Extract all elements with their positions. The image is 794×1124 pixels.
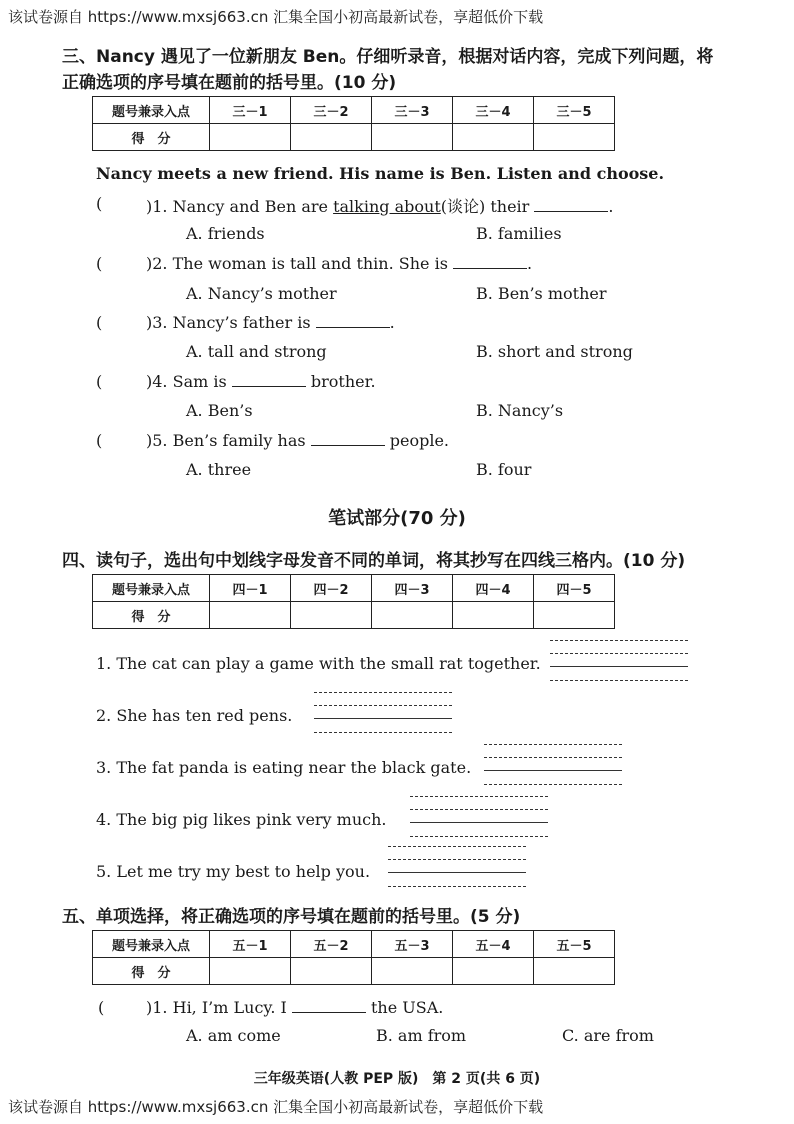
page-footer: 三年级英语(人教 PEP 版) 第 2 页(共 6 页) bbox=[253, 1071, 541, 1087]
table-col-header: 四－4 bbox=[453, 575, 534, 602]
score-cell[interactable] bbox=[291, 124, 372, 151]
sentence-5: 5. Let me try my best to help you. bbox=[96, 862, 371, 881]
sentence-1: 1. The cat can play a game with the small rat together. bbox=[96, 654, 541, 673]
four-line-grid-4[interactable] bbox=[410, 796, 548, 838]
question-line: )1. Nancy and Ben are talking about(谈论) their . bbox=[146, 197, 614, 216]
score-cell[interactable] bbox=[453, 958, 534, 985]
answer-bracket[interactable]: ( bbox=[96, 254, 103, 273]
table-col-header: 四－3 bbox=[372, 575, 453, 602]
table-col-header: 五－5 bbox=[534, 931, 615, 958]
section4-score-table bbox=[92, 574, 615, 629]
option-b: B. Ben’s mother bbox=[476, 284, 607, 303]
score-cell[interactable] bbox=[372, 602, 453, 629]
table-col-header: 四－1 bbox=[210, 575, 291, 602]
answer-blank[interactable] bbox=[311, 431, 385, 446]
answer-bracket[interactable]: ( bbox=[96, 194, 103, 213]
answer-blank[interactable] bbox=[232, 372, 306, 387]
table-col-header: 五－1 bbox=[210, 931, 291, 958]
option-a: A. three bbox=[186, 460, 252, 479]
section5-title: 五、单项选择，将正确选项的序号填在题前的括号里。(5 分) bbox=[62, 907, 521, 927]
answer-blank[interactable] bbox=[534, 197, 608, 212]
table-col-header: 四－5 bbox=[534, 575, 615, 602]
answer-blank[interactable] bbox=[316, 313, 390, 328]
table-col-header: 五－2 bbox=[291, 931, 372, 958]
four-line-grid-3[interactable] bbox=[484, 744, 622, 786]
table-col-header: 三－2 bbox=[291, 97, 372, 124]
answer-bracket[interactable]: ( bbox=[98, 998, 105, 1017]
answer-bracket[interactable]: ( bbox=[96, 313, 103, 332]
watermark-top: 该试卷源自 https://www.mxsj663.cn 汇集全国小初高最新试卷，享超低价下载 bbox=[8, 8, 544, 26]
question-line: )4. Sam is brother. bbox=[146, 372, 376, 391]
table-col-header: 三－3 bbox=[372, 97, 453, 124]
sentence-3: 3. The fat panda is eating near the black gate. bbox=[96, 758, 472, 777]
score-cell[interactable] bbox=[372, 958, 453, 985]
answer-blank[interactable] bbox=[453, 254, 527, 269]
table-header-cell: 题号兼录入点 bbox=[93, 931, 210, 958]
option-a: A. Nancy’s mother bbox=[186, 284, 337, 303]
score-cell[interactable] bbox=[534, 124, 615, 151]
section5-score-table bbox=[92, 930, 615, 985]
table-score-label: 得 分 bbox=[93, 602, 210, 629]
question-line: )5. Ben’s family has people. bbox=[146, 431, 449, 450]
option-a: A. am come bbox=[186, 1026, 281, 1045]
table-header-cell: 题号兼录入点 bbox=[93, 97, 210, 124]
sentence-2: 2. She has ten red pens. bbox=[96, 706, 293, 725]
sentence-4: 4. The big pig likes pink very much. bbox=[96, 810, 387, 829]
option-b: B. am from bbox=[376, 1026, 467, 1045]
score-cell[interactable] bbox=[453, 124, 534, 151]
score-cell[interactable] bbox=[534, 602, 615, 629]
question-line: )3. Nancy’s father is . bbox=[146, 313, 395, 332]
score-cell[interactable] bbox=[210, 602, 291, 629]
four-line-grid-5[interactable] bbox=[388, 846, 526, 888]
score-cell[interactable] bbox=[534, 958, 615, 985]
table-score-label: 得 分 bbox=[93, 958, 210, 985]
watermark-bottom: 该试卷源自 https://www.mxsj663.cn 汇集全国小初高最新试卷，享超低价下载 bbox=[8, 1098, 544, 1116]
answer-bracket[interactable]: ( bbox=[96, 431, 103, 450]
option-c: C. are from bbox=[562, 1026, 654, 1045]
question-line: )1. Hi, I’m Lucy. I the USA. bbox=[146, 998, 444, 1017]
answer-blank[interactable] bbox=[292, 998, 366, 1013]
option-a: A. friends bbox=[186, 224, 265, 243]
table-score-label: 得 分 bbox=[93, 124, 210, 151]
table-col-header: 五－3 bbox=[372, 931, 453, 958]
score-cell[interactable] bbox=[453, 602, 534, 629]
section3-score-table bbox=[92, 96, 615, 151]
score-cell[interactable] bbox=[210, 124, 291, 151]
answer-bracket[interactable]: ( bbox=[96, 372, 103, 391]
section4-title: 四、读句子，选出句中划线字母发音不同的单词，将其抄写在四线三格内。(10 分) bbox=[62, 551, 686, 571]
option-b: B. families bbox=[476, 224, 562, 243]
four-line-grid-1[interactable] bbox=[550, 640, 688, 682]
score-cell[interactable] bbox=[291, 958, 372, 985]
option-b: B. four bbox=[476, 460, 532, 479]
score-cell[interactable] bbox=[291, 602, 372, 629]
table-col-header: 三－5 bbox=[534, 97, 615, 124]
section3-intro: Nancy meets a new friend. His name is Ben. Listen and choose. bbox=[96, 164, 665, 183]
question-line: )2. The woman is tall and thin. She is . bbox=[146, 254, 533, 273]
option-b: B. Nancy’s bbox=[476, 401, 564, 420]
option-b: B. short and strong bbox=[476, 342, 633, 361]
section3-title-line1: 三、Nancy 遇见了一位新朋友 Ben。仔细听录音，根据对话内容，完成下列问题，将 bbox=[62, 47, 714, 67]
option-a: A. Ben’s bbox=[186, 401, 253, 420]
score-cell[interactable] bbox=[210, 958, 291, 985]
option-a: A. tall and strong bbox=[186, 342, 327, 361]
score-cell[interactable] bbox=[372, 124, 453, 151]
section3-title-line2: 正确选项的序号填在题前的括号里。(10 分) bbox=[62, 73, 397, 93]
written-section-title: 笔试部分(70 分) bbox=[328, 508, 466, 529]
table-col-header: 三－1 bbox=[210, 97, 291, 124]
table-col-header: 五－4 bbox=[453, 931, 534, 958]
table-col-header: 四－2 bbox=[291, 575, 372, 602]
table-col-header: 三－4 bbox=[453, 97, 534, 124]
four-line-grid-2[interactable] bbox=[314, 692, 452, 734]
table-header-cell: 题号兼录入点 bbox=[93, 575, 210, 602]
